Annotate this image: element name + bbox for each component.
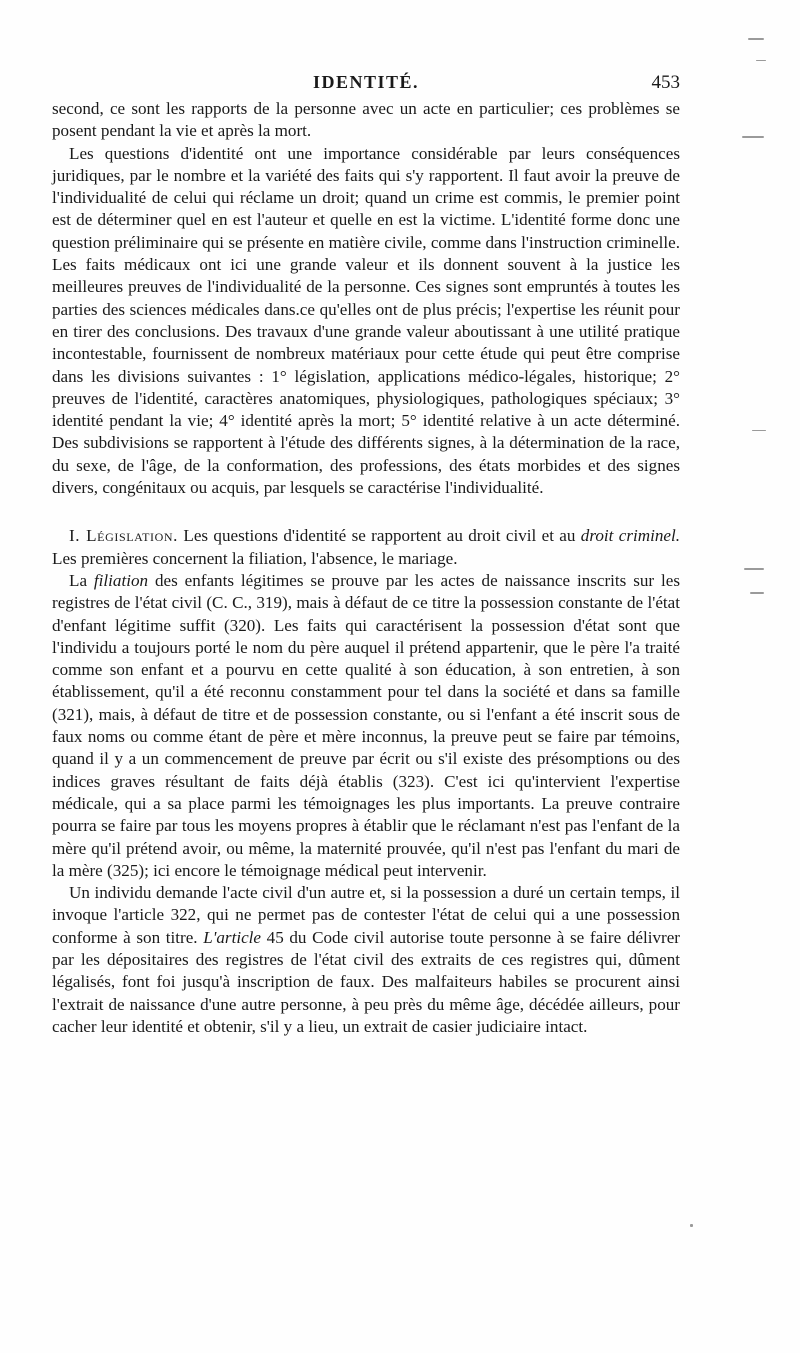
scan-speck [690,1224,693,1227]
paragraph-identity-questions: Les questions d'identité ont une importance considérable par leurs conséquences juridiques, par le nombre et la variété des faits qui s'y rapportent. Il faut avoir la preuve de l'individualité de celui qui réclame un droit; quand un crime est commis, le premier point est de déterminer quel en est l'auteur et quelle en est la victime. L'identité forme donc une question préliminaire qui se présente en matière civile, comme dans l'instruction criminelle. Les faits médicaux ont ici une grande valeur et ils donnent souvent à la justice les meilleures preuves de l'individualité de la personne. Ces signes sont empruntés à toutes les parties des sciences médicales dans.ce qu'elles ont de plus précis; l'expertise les réunit pour en tirer des conclusions. Des travaux d'une grande valeur aboutissant à une utilité pratique incontestable, fournissent de nombreux matériaux pour cette étude qui peut être comprise dans les divisions suivantes : 1° législation, applications médico-légales, historique; 2° preuves de l'identité, caractères anatomiques, physiologiques, pathologiques spéciaux; 3° identité pendant la vie; 4° identité après la mort; 5° identité relative à un acte déterminé. Des subdivisions se rapportent à l'étude des différents signes, à la détermination de la race, du sexe, de l'âge, de la conformation, des professions, des états morbides et des signes divers, congénitaux ou acquis, par lesquels se caractérise l'individualité. [52,143,680,498]
civil-act-text-b: 45 du Code civil autorise toute personne à se faire délivrer par les dépositaires des registres de l'état civil des extraits de ces registres qui, dûment légalisés, font foi jusqu'à inscription de faux. Des malfaiteurs habiles se procurent ainsi l'extrait de naissance d'une autre personne, à peu près du même âge, décédée ailleurs, pour cacher leur identité et obtenir, s'il y a lieu, un extrait de casier judiciaire intact. [52,927,680,1036]
scan-speck [748,38,764,40]
paragraph-legislation [52,525,680,570]
scan-speck [742,136,764,138]
scan-speck [744,568,764,570]
paragraph-filiation [52,570,680,882]
running-head: IDENTITÉ. [312,72,420,92]
page-header [52,72,680,100]
section-heading-legislation: I. Législation. [69,526,179,546]
legislation-italic: droit criminel. [580,526,680,546]
filiation-pre: La [69,570,94,590]
body-text [52,98,680,1038]
filiation-text: des enfants légitimes se prouve par les actes de naissance inscrits sur les registres de l'état civil (C. C., 319), mais à défaut de ce titre la possession constante de l'état d'enfant légitime suffit (320). Les faits qui caractérisent la possession d'état sont que l'individu a toujours porté le nom du père auquel il prétend appartenir, que le père l'a traité comme son enfant et a pourvu en cette qualité à son éducation, à son entretien, à son établissement, qu'il a été reconnu constamment pour tel dans la société et dans sa famille (321), mais, à défaut de titre et de possession constante, ou si l'enfant a été inscrit sous de faux noms ou comme étant de père et mère inconnus, la preuve peut se faire par témoins, quand il y a un commencement de preuve par écrit ou s'il existe des présomptions ou des indices graves résultant de faits déjà établis (323). C'est ici qu'intervient l'expertise médicale, qui a sa place parmi les témoignages les plus importants. La preuve contraire pourra se faire par tous les moyens propres à établir que le réclamant n'est pas l'enfant de la mère qu'il prétend avoir, ou même, la maternité prouvée, qu'il n'est pas l'enfant du mari de la mère (325); ici encore le témoignage médical peut intervenir. [52,570,680,880]
scan-speck [756,60,766,61]
scan-speck [752,430,766,431]
scan-speck [750,592,764,594]
civil-act-text-a: Un individu demande l'acte civil d'un autre et, si la possession a duré un certain temps, il invoque l'article 322, qui ne permet pas de contester l'état de celui qui a une possession conforme à son titre. [52,883,680,947]
paragraph-continuation: second, ce sont les rapports de la personne avec un acte en particulier; ces problèmes se posent pendant la vie et après la mort. [52,99,680,141]
legislation-text-a: Les questions d'identité se rapportent au droit civil et au [178,526,581,546]
legislation-text-b: Les premières concernent la filiation, l'absence, le mariage. [52,548,458,568]
filiation-italic: filiation [93,570,149,590]
civil-act-italic: L'article [203,927,261,947]
paragraph-civil-act [52,882,680,1038]
page-number: 453 [651,72,680,93]
